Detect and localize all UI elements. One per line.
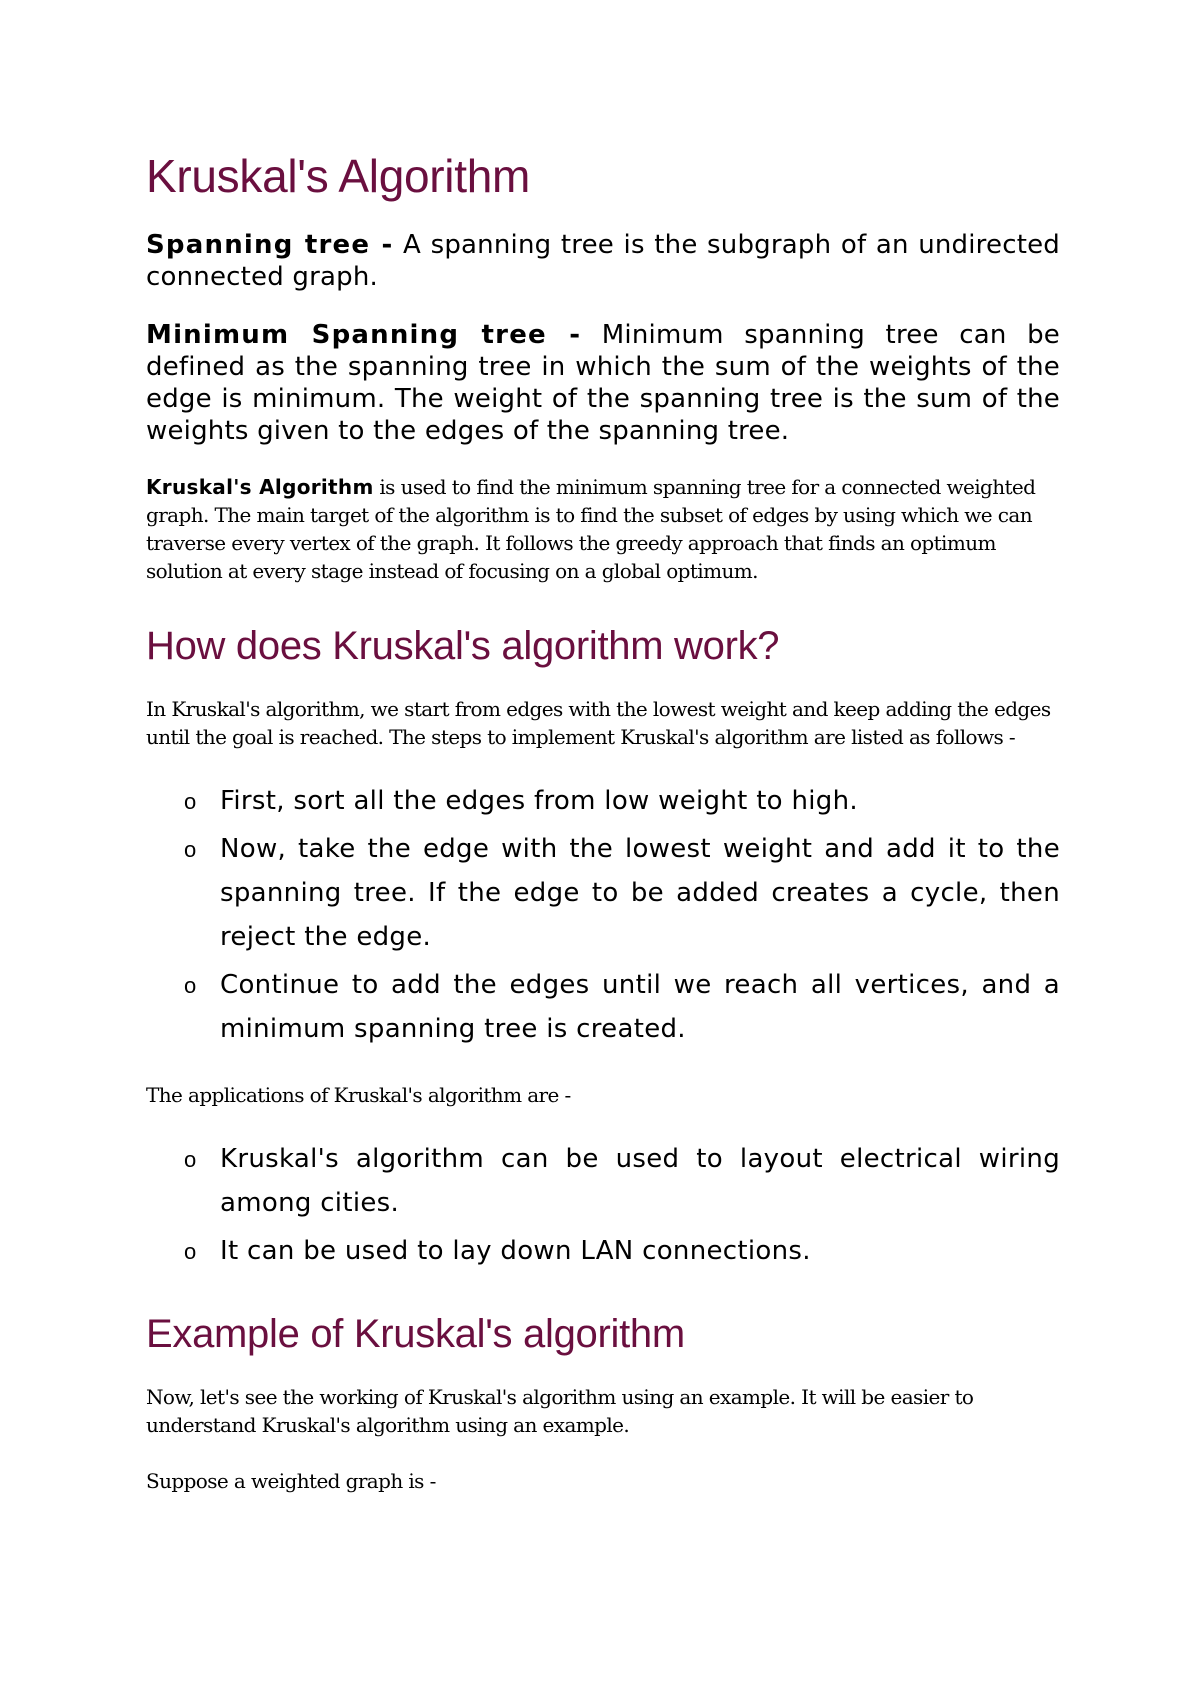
page-title: Kruskal's Algorithm — [146, 150, 530, 202]
section-heading-example: Example of Kruskal's algorithm — [146, 1311, 685, 1356]
list-item — [146, 963, 1060, 1051]
bullet-icon: o — [184, 1238, 197, 1264]
definition-text: A spanning tree is the subgraph of an undirected connected graph. — [146, 229, 1060, 292]
definition-term: Spanning tree - — [146, 229, 394, 260]
document-page — [146, 150, 1060, 1523]
list-item-text: Continue to add the edges until we reach all vertices, and a minimum spanning tree is created. — [220, 969, 1060, 1044]
section-heading-how: How does Kruskal's algorithm work? — [146, 623, 780, 668]
how-paragraph: In Kruskal's algorithm, we start from edges with the lowest weight and keep adding the edges until the goal is reached. The steps to implement Kruskal's algorithm are listed as follows - — [146, 696, 1051, 749]
example-paragraph: Now, let's see the working of Kruskal's algorithm using an example. It will be easier to understand Kruskal's algorithm using an example. — [146, 1384, 974, 1437]
bullet-icon: o — [184, 788, 197, 814]
list-item-text: It can be used to lay down LAN connections. — [220, 1235, 811, 1266]
applications-intro: The applications of Kruskal's algorithm are - — [146, 1082, 571, 1107]
steps-list — [146, 779, 1060, 1051]
bullet-icon: o — [184, 972, 197, 998]
bullet-icon: o — [184, 1146, 197, 1172]
applications-list — [146, 1137, 1060, 1273]
list-item — [146, 827, 1060, 959]
intro-bold-term: Kruskal's Algorithm — [146, 474, 374, 499]
bullet-icon: o — [184, 836, 197, 862]
intro-paragraph — [146, 473, 1060, 585]
definition-minimum-spanning-tree — [146, 319, 1060, 447]
list-item — [146, 1137, 1060, 1225]
intro-text: is used to find the minimum spanning tree for a connected weighted graph. The main target of the algorithm is to find the subset of edges by using which we can traverse every vertex of the graph. It follows the greedy approach that finds an optimum solution at every stage instead of focusing on a global optimum. — [146, 474, 1036, 583]
list-item — [146, 1229, 1060, 1273]
definition-spanning-tree — [146, 229, 1060, 293]
example-graph-intro: Suppose a weighted graph is - — [146, 1468, 436, 1493]
definition-term: Minimum Spanning tree - — [146, 319, 582, 350]
list-item-text: Now, take the edge with the lowest weight and add it to the spanning tree. If the edge to be added creates a cycle, then reject the edge. — [220, 833, 1060, 952]
list-item — [146, 779, 1060, 823]
list-item-text: First, sort all the edges from low weight to high. — [220, 785, 858, 816]
list-item-text: Kruskal's algorithm can be used to layout electrical wiring among cities. — [220, 1143, 1060, 1218]
definition-text: Minimum spanning tree can be defined as the spanning tree in which the sum of the weights of the edge is minimum. The weight of the spanning tree is the sum of the weights given to the edges of the spanning tree. — [146, 319, 1060, 446]
